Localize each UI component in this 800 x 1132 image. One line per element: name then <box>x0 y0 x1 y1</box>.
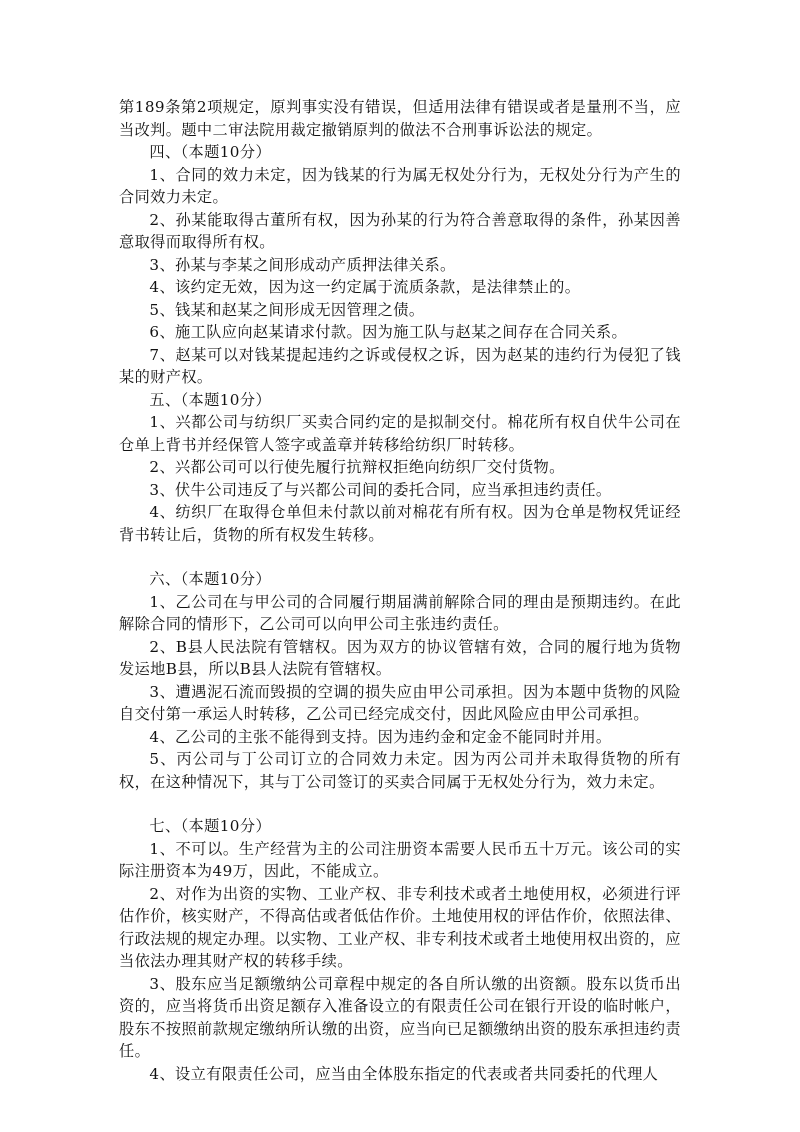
section-heading-5: 五、（本题10分） <box>149 390 272 409</box>
paragraph: 4、乙公司的主张不能得到支持。因为违约金和定金不能同时并用。 <box>149 727 612 746</box>
paragraph: 3、伏牛公司违反了与兴都公司间的委托合同，应当承担违约责任。 <box>149 480 612 499</box>
paragraph: 2、对作为出资的实物、工业产权、非专利技术或者土地使用权，必须进行评估作价，核实财产，不得高估或者低估作价。土地使用权的评估作价，依照法律、行政法规的规定办理。以实物、工业产权、非专利技术或者土地使用权出资的，应当依法办理其财产权的转移手续。 <box>119 884 681 970</box>
paragraph: 1、合同的效力未定，因为钱某的行为属无权处分行为，无权处分行为产生的合同效力未定。 <box>119 165 681 206</box>
paragraph: 3、孙某与李某之间形成动产质押法律关系。 <box>149 255 456 274</box>
paragraph: 7、赵某可以对钱某提起违约之诉或侵权之诉，因为赵某的违约行为侵犯了钱某的财产权。 <box>119 345 681 386</box>
paragraph: 4、设立有限责任公司，应当由全体股东指定的代表或者共同委托的代理人 <box>149 1064 659 1083</box>
paragraph: 1、兴都公司与纺织厂买卖合同约定的是拟制交付。棉花所有权自伏牛公司在仓单上背书并经保管人签字或盖章并转移给纺织厂时转移。 <box>119 413 681 454</box>
paragraph: 2、B县人民法院有管辖权。因为双方的协议管辖有效，合同的履行地为货物发运地B县，所以B县人法院有管辖权。 <box>119 637 681 678</box>
paragraph: 第189条第2项规定，原判事实没有错误，但适用法律有错误或者是量刑不当，应当改判。题中二审法院用裁定撤销原判的做法不合刑事诉讼法的规定。 <box>119 98 681 139</box>
paragraph: 5、丙公司与丁公司订立的合同效力未定。因为丙公司并未取得货物的所有权，在这种情况下，其与丁公司签订的买卖合同属于无权处分行为，效力未定。 <box>119 750 681 791</box>
paragraph: 5、钱某和赵某之间形成无因管理之债。 <box>149 300 425 319</box>
paragraph: 2、孙某能取得古董所有权，因为孙某的行为符合善意取得的条件，孙某因善意取得而取得所有权。 <box>119 210 681 251</box>
section-heading-7: 七、（本题10分） <box>149 817 272 835</box>
paragraph: 3、股东应当足额缴纳公司章程中规定的各自所认缴的出资额。股东以货币出资的，应当将货币出资足额存入准备设立的有限责任公司在银行开设的临时帐户，股东不按照前款规定缴纳所认缴的出资，应当向已足额缴纳出资的股东承担违约责任。 <box>119 974 681 1060</box>
paragraph: 4、纺织厂在取得仓单但未付款以前对棉花有所有权。因为仓单是物权凭证经背书转让后，货物的所有权发生转移。 <box>119 503 681 544</box>
document-page <box>119 96 681 1085</box>
section-heading-4: 四、（本题10分） <box>149 143 272 161</box>
paragraph: 1、乙公司在与甲公司的合同履行期届满前解除合同的理由是预期违约。在此解除合同的情形下，乙公司可以向甲公司主张违约责任。 <box>119 592 681 633</box>
paragraph: 1、不可以。生产经营为主的公司注册资本需要人民币五十万元。该公司的实际注册资本为49万，因此，不能成立。 <box>119 839 681 880</box>
paragraph: 3、遭遇泥石流而毁损的空调的损失应由甲公司承担。因为本题中货物的风险自交付第一承运人时转移，乙公司已经完成交付，因此风险应由甲公司承担。 <box>119 682 681 723</box>
section-heading-6: 六、（本题10分） <box>149 570 272 588</box>
paragraph: 6、施工队应向赵某请求付款。因为施工队与赵某之间存在合同关系。 <box>149 323 628 341</box>
paragraph: 4、该约定无效，因为这一约定属于流质条款，是法律禁止的。 <box>149 278 581 296</box>
paragraph: 2、兴都公司可以行使先履行抗辩权拒绝向纺织厂交付货物。 <box>149 458 565 476</box>
